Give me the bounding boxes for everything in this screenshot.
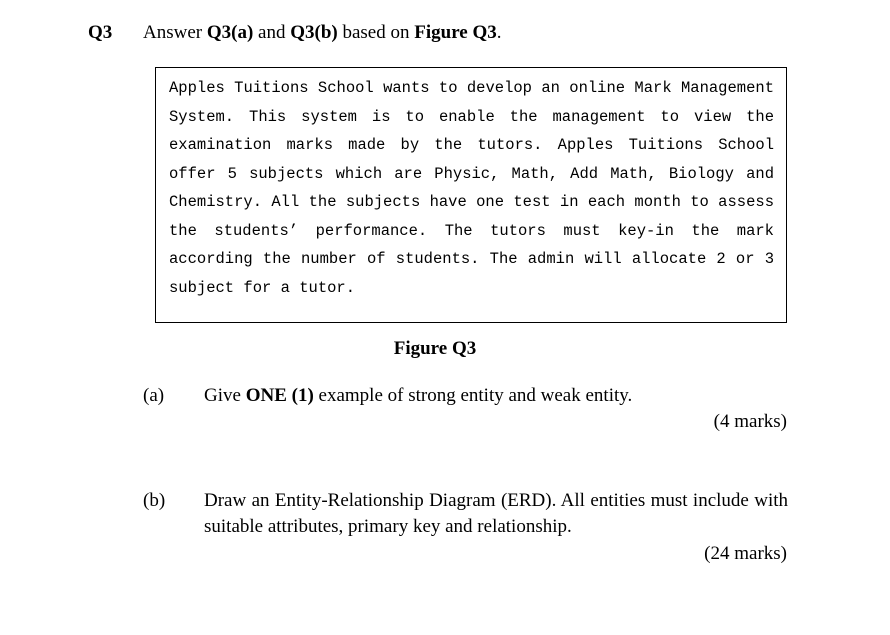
part-b-label: (b)	[143, 490, 166, 511]
intro-part-b: Q3(b)	[290, 22, 338, 43]
question-number: Q3	[88, 22, 113, 43]
figure-caption: Figure Q3	[393, 338, 477, 359]
intro-figure-ref: Figure Q3	[414, 22, 497, 43]
part-a-label: (a)	[143, 385, 165, 406]
intro-end: .	[496, 22, 502, 43]
part-a-text-suffix: example of strong entity and weak entity.	[313, 385, 633, 406]
part-b-marks: (24 marks)	[704, 543, 787, 564]
part-a-text	[204, 383, 788, 409]
figure-case-text: Apples Tuitions School wants to develop an online Mark Management System. This system is to enable the management to view the examination marks made by the tutors. Apples Tuitions School offer 5 subjects which are Physic, Math, Add Math, Biology and Chemistry. All the subjects have one test in each month to assess the students’ performance. The tutors must key-in the mark according the number of students. The admin will allocate 2 or 3 subject for a tutor.	[169, 79, 774, 297]
intro-prefix: Answer	[143, 22, 207, 43]
figure-box	[155, 67, 787, 323]
intro-and: and	[253, 22, 291, 43]
part-a-text-prefix: Give	[204, 385, 246, 406]
question-intro	[143, 22, 502, 44]
part-a-text-bold: ONE (1)	[245, 385, 314, 406]
intro-based: based on	[337, 22, 415, 43]
intro-part-a: Q3(a)	[206, 22, 254, 43]
part-a-marks: (4 marks)	[713, 411, 787, 432]
part-b-text: Draw an Entity-Relationship Diagram (ERD). All entities must include with suitable attributes, primary key and relationship.	[204, 490, 788, 537]
